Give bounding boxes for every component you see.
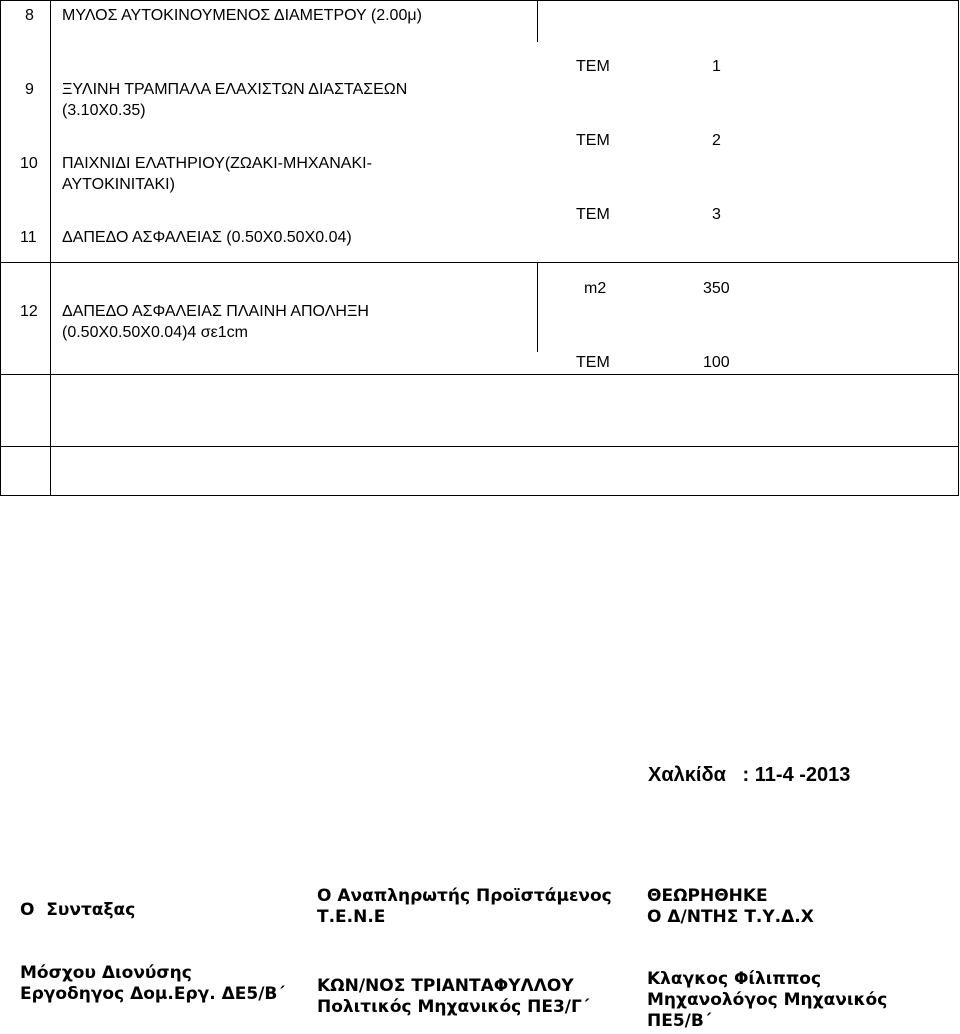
composer-title: Ο Συνταξας [20, 900, 136, 920]
approved-role-cont: ΠΕ5/Β΄ [647, 1011, 712, 1031]
quantity-value: 2 [712, 132, 721, 149]
approved-role: Μηχανολόγος Μηχανικός [647, 990, 888, 1010]
unit-label: ΤΕΜ [576, 58, 610, 75]
approved-name: Κλαγκος Φίλιππος [647, 969, 822, 989]
row-description-cont: (3.10Χ0.35) [62, 102, 146, 119]
unit-label: ΤΕΜ [576, 206, 610, 223]
row-description: ΜΥΛΟΣ ΑΥΤΟΚΙΝΟΥΜΕΝΟΣ ΔΙΑΜΕΤΡΟΥ (2.00μ) [62, 7, 422, 24]
deputy-title-cont: Τ.Ε.Ν.Ε [317, 907, 386, 927]
quantity-value: 3 [712, 206, 721, 223]
quantity-value: 100 [703, 354, 730, 371]
approved-title: ΘΕΩΡΗΘΗΚΕ [647, 886, 768, 906]
composer-name: Μόσχου Διονύσης [20, 963, 192, 983]
unit-label: m2 [584, 280, 607, 297]
row-number: 9 [25, 81, 34, 98]
quantity-value: 1 [712, 58, 721, 75]
row-description: ΔΑΠΕΔΟ ΑΣΦΑΛΕΙΑΣ (0.50Χ0.50Χ0.04) [62, 229, 352, 246]
row-number: 11 [20, 229, 37, 246]
row-description: ΠΑΙΧΝΙΔΙ ΕΛΑΤΗΡΙΟΥ(ΖΩΑΚΙ-ΜΗΧΑΝΑΚΙ- [62, 155, 372, 172]
row-description: ΔΑΠΕΔΟ ΑΣΦΑΛΕΙΑΣ ΠΛΑΙΝΗ ΑΠΟΛΗΞΗ [62, 303, 369, 320]
deputy-title: Ο Αναπληρωτής Προϊστάμενος [317, 886, 612, 906]
unit-label: ΤΕΜ [576, 354, 610, 371]
place-date: Χαλκίδα : 11-4 -2013 [648, 764, 851, 786]
unit-label: ΤΕΜ [576, 132, 610, 149]
deputy-role: Πολιτικός Μηχανικός ΠΕ3/Γ΄ [317, 997, 590, 1017]
approved-title-cont: Ο Δ/ΝΤΗΣ Τ.Υ.Δ.Χ [647, 907, 814, 927]
row-description-cont: (0.50Χ0.50Χ0.04)4 σε1cm [62, 324, 248, 341]
row-description: ΞΥΛΙΝΗ ΤΡΑΜΠΑΛΑ ΕΛΑΧΙΣΤΩΝ ΔΙΑΣΤΑΣΕΩΝ [62, 81, 408, 98]
quantity-value: 350 [703, 280, 730, 297]
deputy-name: ΚΩΝ/ΝΟΣ ΤΡΙΑΝΤΑΦΥΛΛΟΥ [317, 976, 574, 996]
row-description-cont: ΑΥΤΟΚΙΝΙΤΑΚΙ) [62, 176, 175, 193]
row-number: 8 [25, 7, 34, 24]
composer-role: Εργοδηγος Δομ.Εργ. ΔΕ5/Β΄ [20, 984, 285, 1004]
row-number: 10 [20, 155, 38, 172]
row-number: 12 [20, 303, 38, 320]
